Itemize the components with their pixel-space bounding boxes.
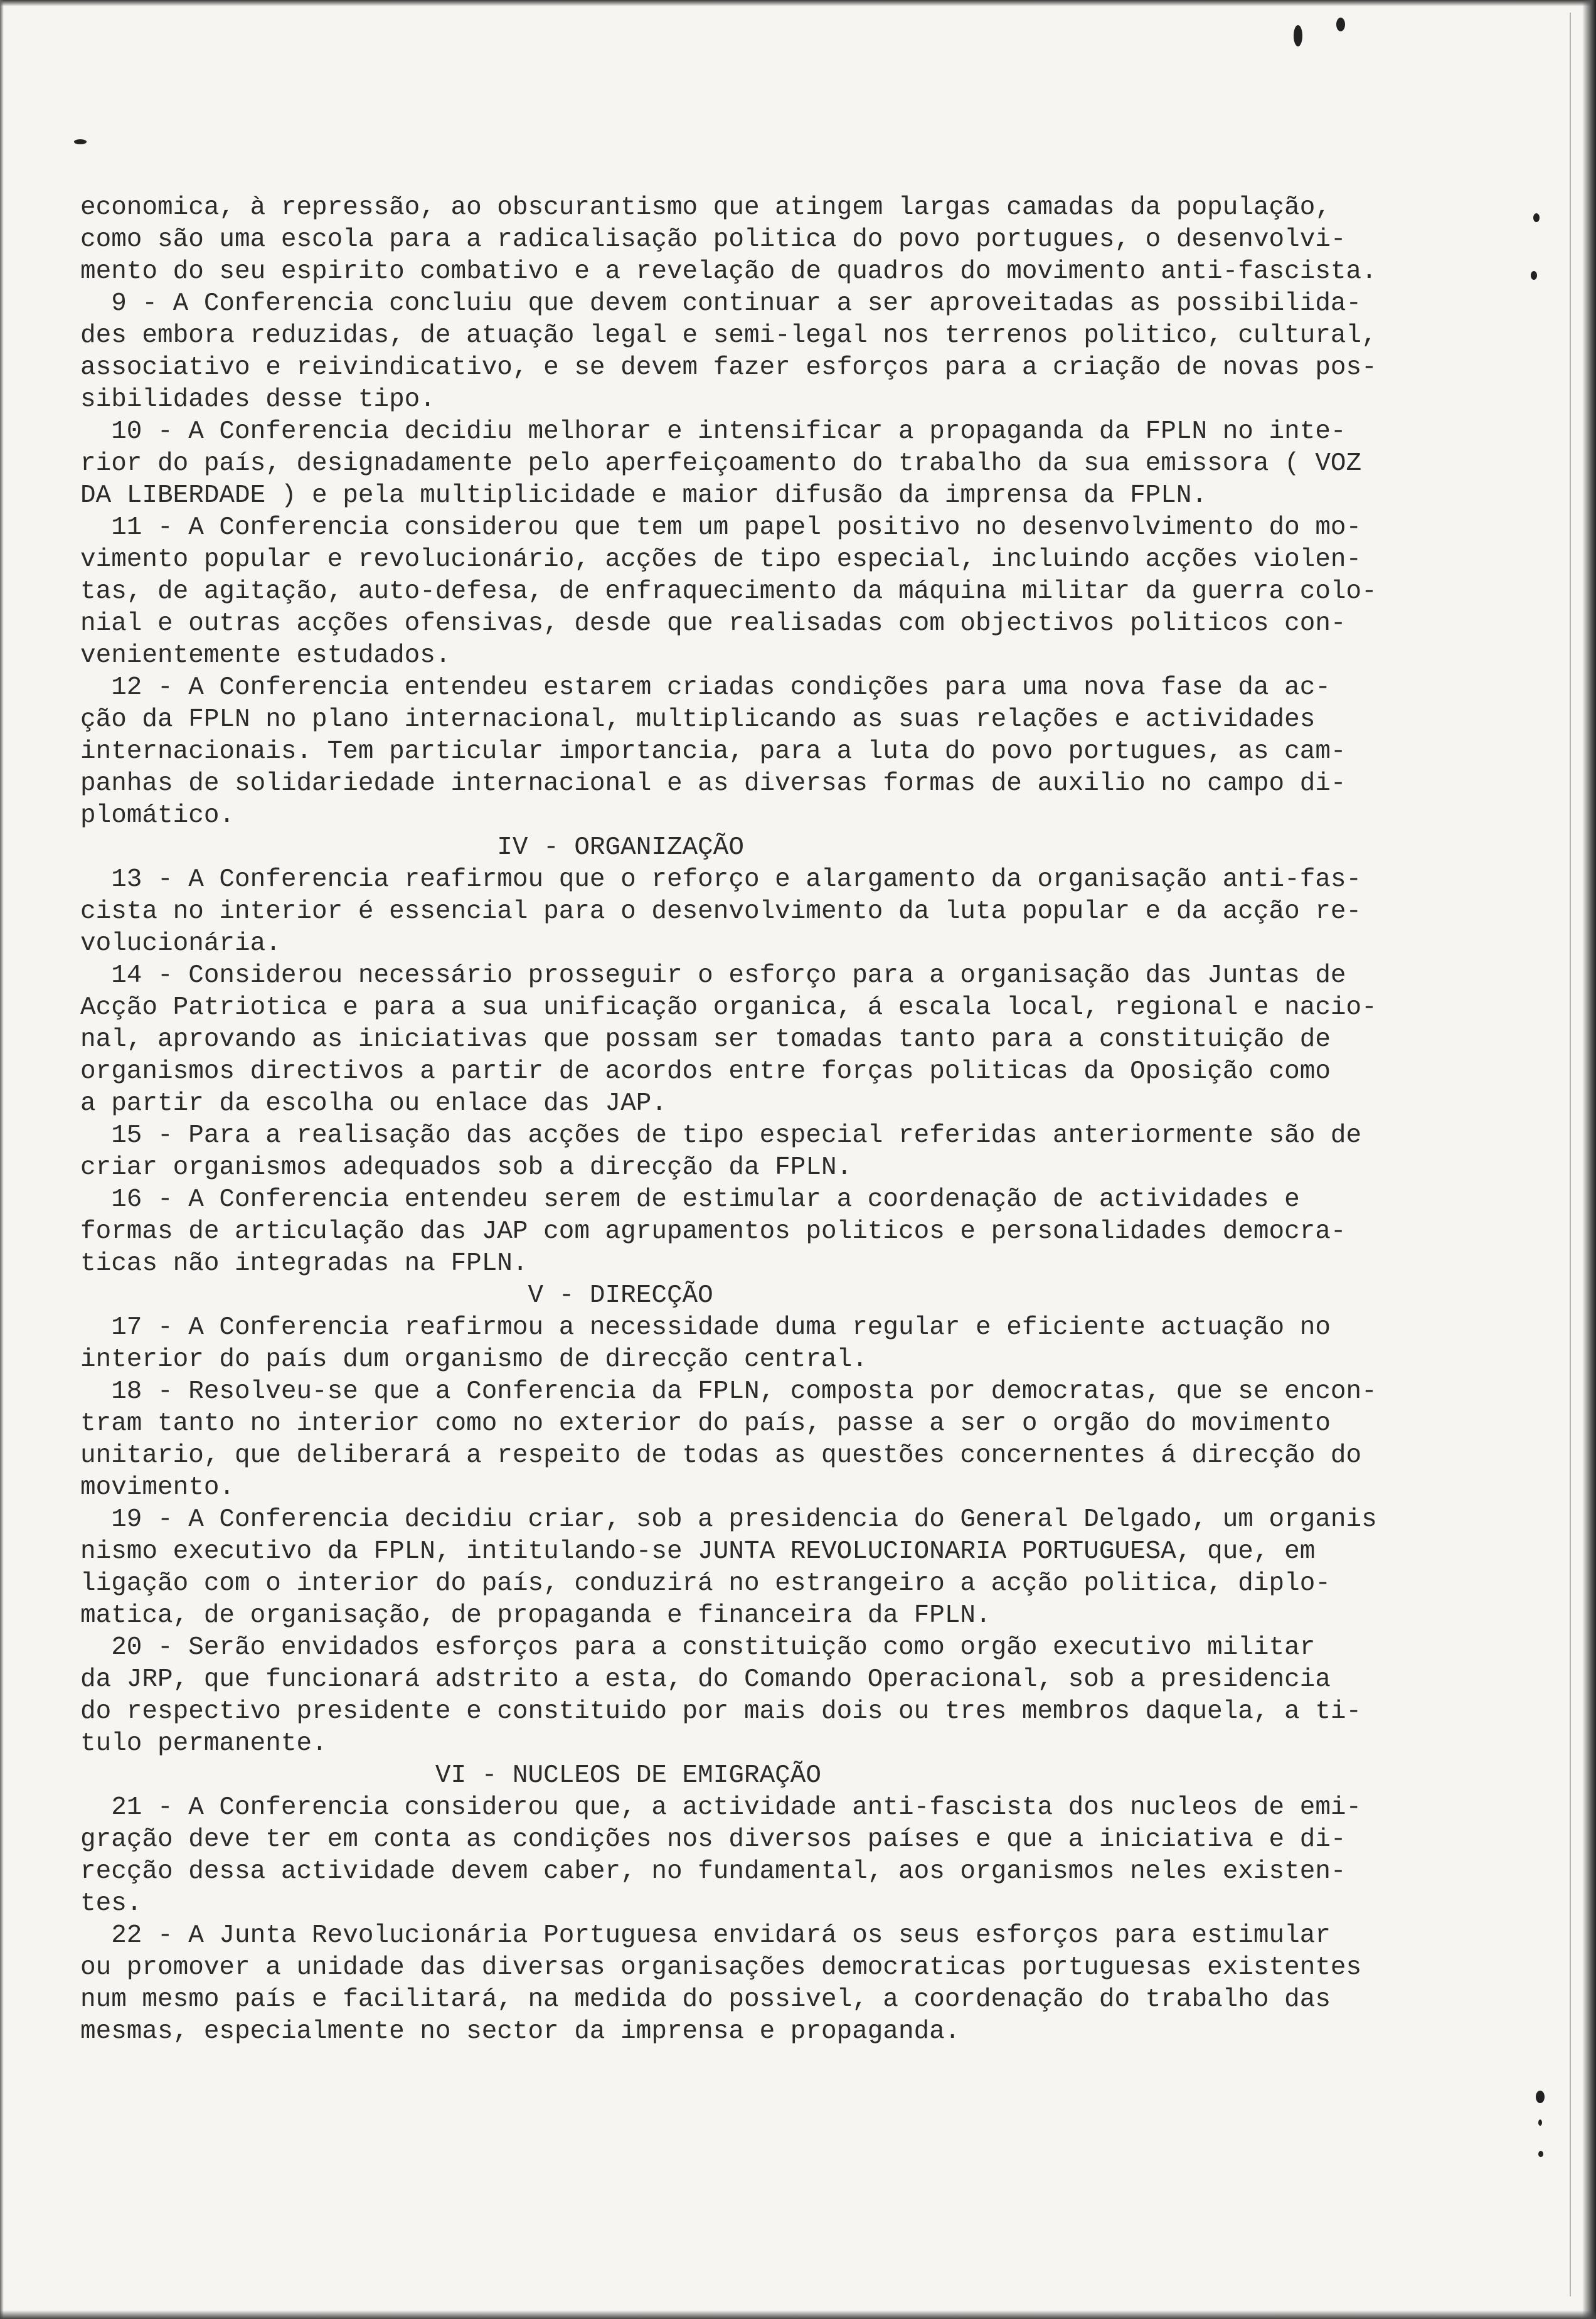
scan-speck: [1336, 18, 1345, 31]
text-line: num mesmo país e facilitará, na medida do possivel, a coordenação do trabalho das: [80, 1985, 1331, 2014]
page-edge-left: [0, 0, 4, 2319]
scan-speck: [1538, 2151, 1543, 2157]
text-line: tulo permanente.: [80, 1729, 327, 1758]
text-line: nial e outras acções ofensivas, desde que realisadas com objectivos politicos con-: [80, 609, 1346, 638]
text-line: nismo executivo da FPLN, intitulando-se JUNTA REVOLUCIONARIA PORTUGUESA, que, em: [80, 1537, 1316, 1566]
text-line: internacionais. Tem particular importancia, para a luta do povo portugues, as cam-: [80, 737, 1346, 766]
section-heading: IV - ORGANIZAÇÃO: [80, 833, 744, 862]
text-line: 9 - A Conferencia concluiu que devem continuar a ser aproveitadas as possibilida-: [80, 289, 1362, 318]
text-line: do respectivo presidente e constituido por mais dois ou tres membros daquela, a ti-: [80, 1697, 1362, 1726]
text-line: mento do seu espirito combativo e a revelação de quadros do movimento anti-fascista.: [80, 257, 1377, 286]
scan-speck: [1294, 25, 1302, 46]
text-line: 14 - Considerou necessário prosseguir o esforço para a organisação das Juntas de: [80, 961, 1346, 990]
text-line: 19 - A Conferencia decidiu criar, sob a presidencia do General Delgado, um organis: [80, 1505, 1377, 1534]
text-line: 18 - Resolveu-se que a Conferencia da FPLN, composta por democratas, que se encon-: [80, 1377, 1377, 1406]
text-line: formas de articulação das JAP com agrupamentos politicos e personalidades democra-: [80, 1217, 1346, 1246]
text-line: ou promover a unidade das diversas organisações democraticas portuguesas existentes: [80, 1953, 1362, 1982]
text-line: 15 - Para a realisação das acções de tipo especial referidas anteriormente são de: [80, 1121, 1362, 1150]
text-line: DA LIBERDADE ) e pela multiplicidade e maior difusão da imprensa da FPLN.: [80, 481, 1208, 510]
text-line: 16 - A Conferencia entendeu serem de estimular a coordenação de actividades e: [80, 1185, 1300, 1214]
text-line: vimento popular e revolucionário, acções de tipo especial, incluindo acções violen-: [80, 545, 1362, 574]
text-line: organismos directivos a partir de acordos entre forças politicas da Oposição como: [80, 1057, 1331, 1086]
text-line: tram tanto no interior como no exterior do país, passe a ser o orgão do movimento: [80, 1409, 1331, 1438]
text-line: ligação com o interior do país, conduzirá no estrangeiro a acção politica, diplo-: [80, 1569, 1331, 1598]
text-line: criar organismos adequados sob a direcção da FPLN.: [80, 1153, 853, 1182]
text-line: 11 - A Conferencia considerou que tem um papel positivo no desenvolvimento do mo-: [80, 513, 1362, 542]
text-line: como são uma escola para a radicalisação politica do povo portugues, o desenvolvi-: [80, 225, 1346, 254]
scan-speck: [74, 139, 87, 144]
text-line: plomático.: [80, 801, 235, 830]
text-line: a partir da escolha ou enlace das JAP.: [80, 1089, 667, 1118]
text-line: 22 - A Junta Revolucionária Portuguesa envidará os seus esforços para estimular: [80, 1921, 1331, 1950]
text-line: matica, de organisação, de propaganda e financeira da FPLN.: [80, 1601, 991, 1630]
text-line: recção dessa actividade devem caber, no fundamental, aos organismos neles existen-: [80, 1857, 1346, 1886]
text-line: 10 - A Conferencia decidiu melhorar e intensificar a propaganda da FPLN no inte-: [80, 417, 1346, 446]
section-heading: VI - NUCLEOS DE EMIGRAÇÃO: [80, 1761, 821, 1790]
text-line: 21 - A Conferencia considerou que, a actividade anti-fascista dos nucleos de emi-: [80, 1793, 1362, 1822]
scan-speck: [1538, 2119, 1542, 2126]
page-edge-top: [0, 0, 1596, 6]
text-line: venientemente estudados.: [80, 641, 451, 670]
scan-margin-line: [1570, 13, 1571, 2296]
text-line: volucionária.: [80, 929, 281, 958]
text-line: 13 - A Conferencia reafirmou que o reforço e alargamento da organisação anti-fas-: [80, 865, 1362, 894]
page-edge-bottom: [0, 2310, 1596, 2319]
text-line: 20 - Serão envidados esforços para a constituição como orgão executivo militar: [80, 1633, 1316, 1662]
text-line: interior do país dum organismo de direcção central.: [80, 1345, 868, 1374]
text-line: unitario, que deliberará a respeito de todas as questões concernentes á direcção do: [80, 1441, 1362, 1470]
text-line: associativo e reivindicativo, e se devem fazer esforços para a criação de novas pos-: [80, 353, 1377, 382]
text-line: 17 - A Conferencia reafirmou a necessidade duma regular e eficiente actuação no: [80, 1313, 1331, 1342]
text-line: sibilidades desse tipo.: [80, 385, 435, 414]
page-edge-right: [1582, 0, 1596, 2319]
text-line: gração deve ter em conta as condições nos diversos países e que a iniciativa e di-: [80, 1825, 1346, 1854]
text-line: nal, aprovando as iniciativas que possam ser tomadas tanto para a constituição de: [80, 1025, 1331, 1054]
text-line: mesmas, especialmente no sector da imprensa e propaganda.: [80, 2017, 960, 2046]
text-line: ção da FPLN no plano internacional, multiplicando as suas relações e actividades: [80, 705, 1316, 734]
text-line: des embora reduzidas, de atuação legal e semi-legal nos terrenos politico, cultural,: [80, 321, 1377, 350]
text-line: movimento.: [80, 1473, 235, 1502]
section-heading: V - DIRECÇÃO: [80, 1281, 713, 1310]
text-line: economica, à repressão, ao obscurantismo que atingem largas camadas da população,: [80, 193, 1331, 222]
text-line: panhas de solidariedade internacional e as diversas formas de auxilio no campo di-: [80, 769, 1346, 798]
scan-speck: [1531, 271, 1537, 280]
text-line: ticas não integradas na FPLN.: [80, 1249, 528, 1278]
scan-speck: [1536, 2091, 1545, 2103]
text-line: cista no interior é essencial para o desenvolvimento da luta popular e da acção re-: [80, 897, 1362, 926]
scan-speck: [1533, 213, 1540, 222]
text-line: Acção Patriotica e para a sua unificação organica, á escala local, regional e nacio-: [80, 993, 1377, 1022]
text-line: 12 - A Conferencia entendeu estarem criadas condições para uma nova fase da ac-: [80, 673, 1331, 702]
document-body: [80, 192, 1479, 2048]
text-line: tas, de agitação, auto-defesa, de enfraquecimento da máquina militar da guerra colo-: [80, 577, 1377, 606]
text-line: tes.: [80, 1889, 142, 1918]
text-line: rior do país, designadamente pelo aperfeiçoamento do trabalho da sua emissora ( VOZ: [80, 449, 1362, 478]
text-line: da JRP, que funcionará adstrito a esta, do Comando Operacional, sob a presidencia: [80, 1665, 1331, 1694]
